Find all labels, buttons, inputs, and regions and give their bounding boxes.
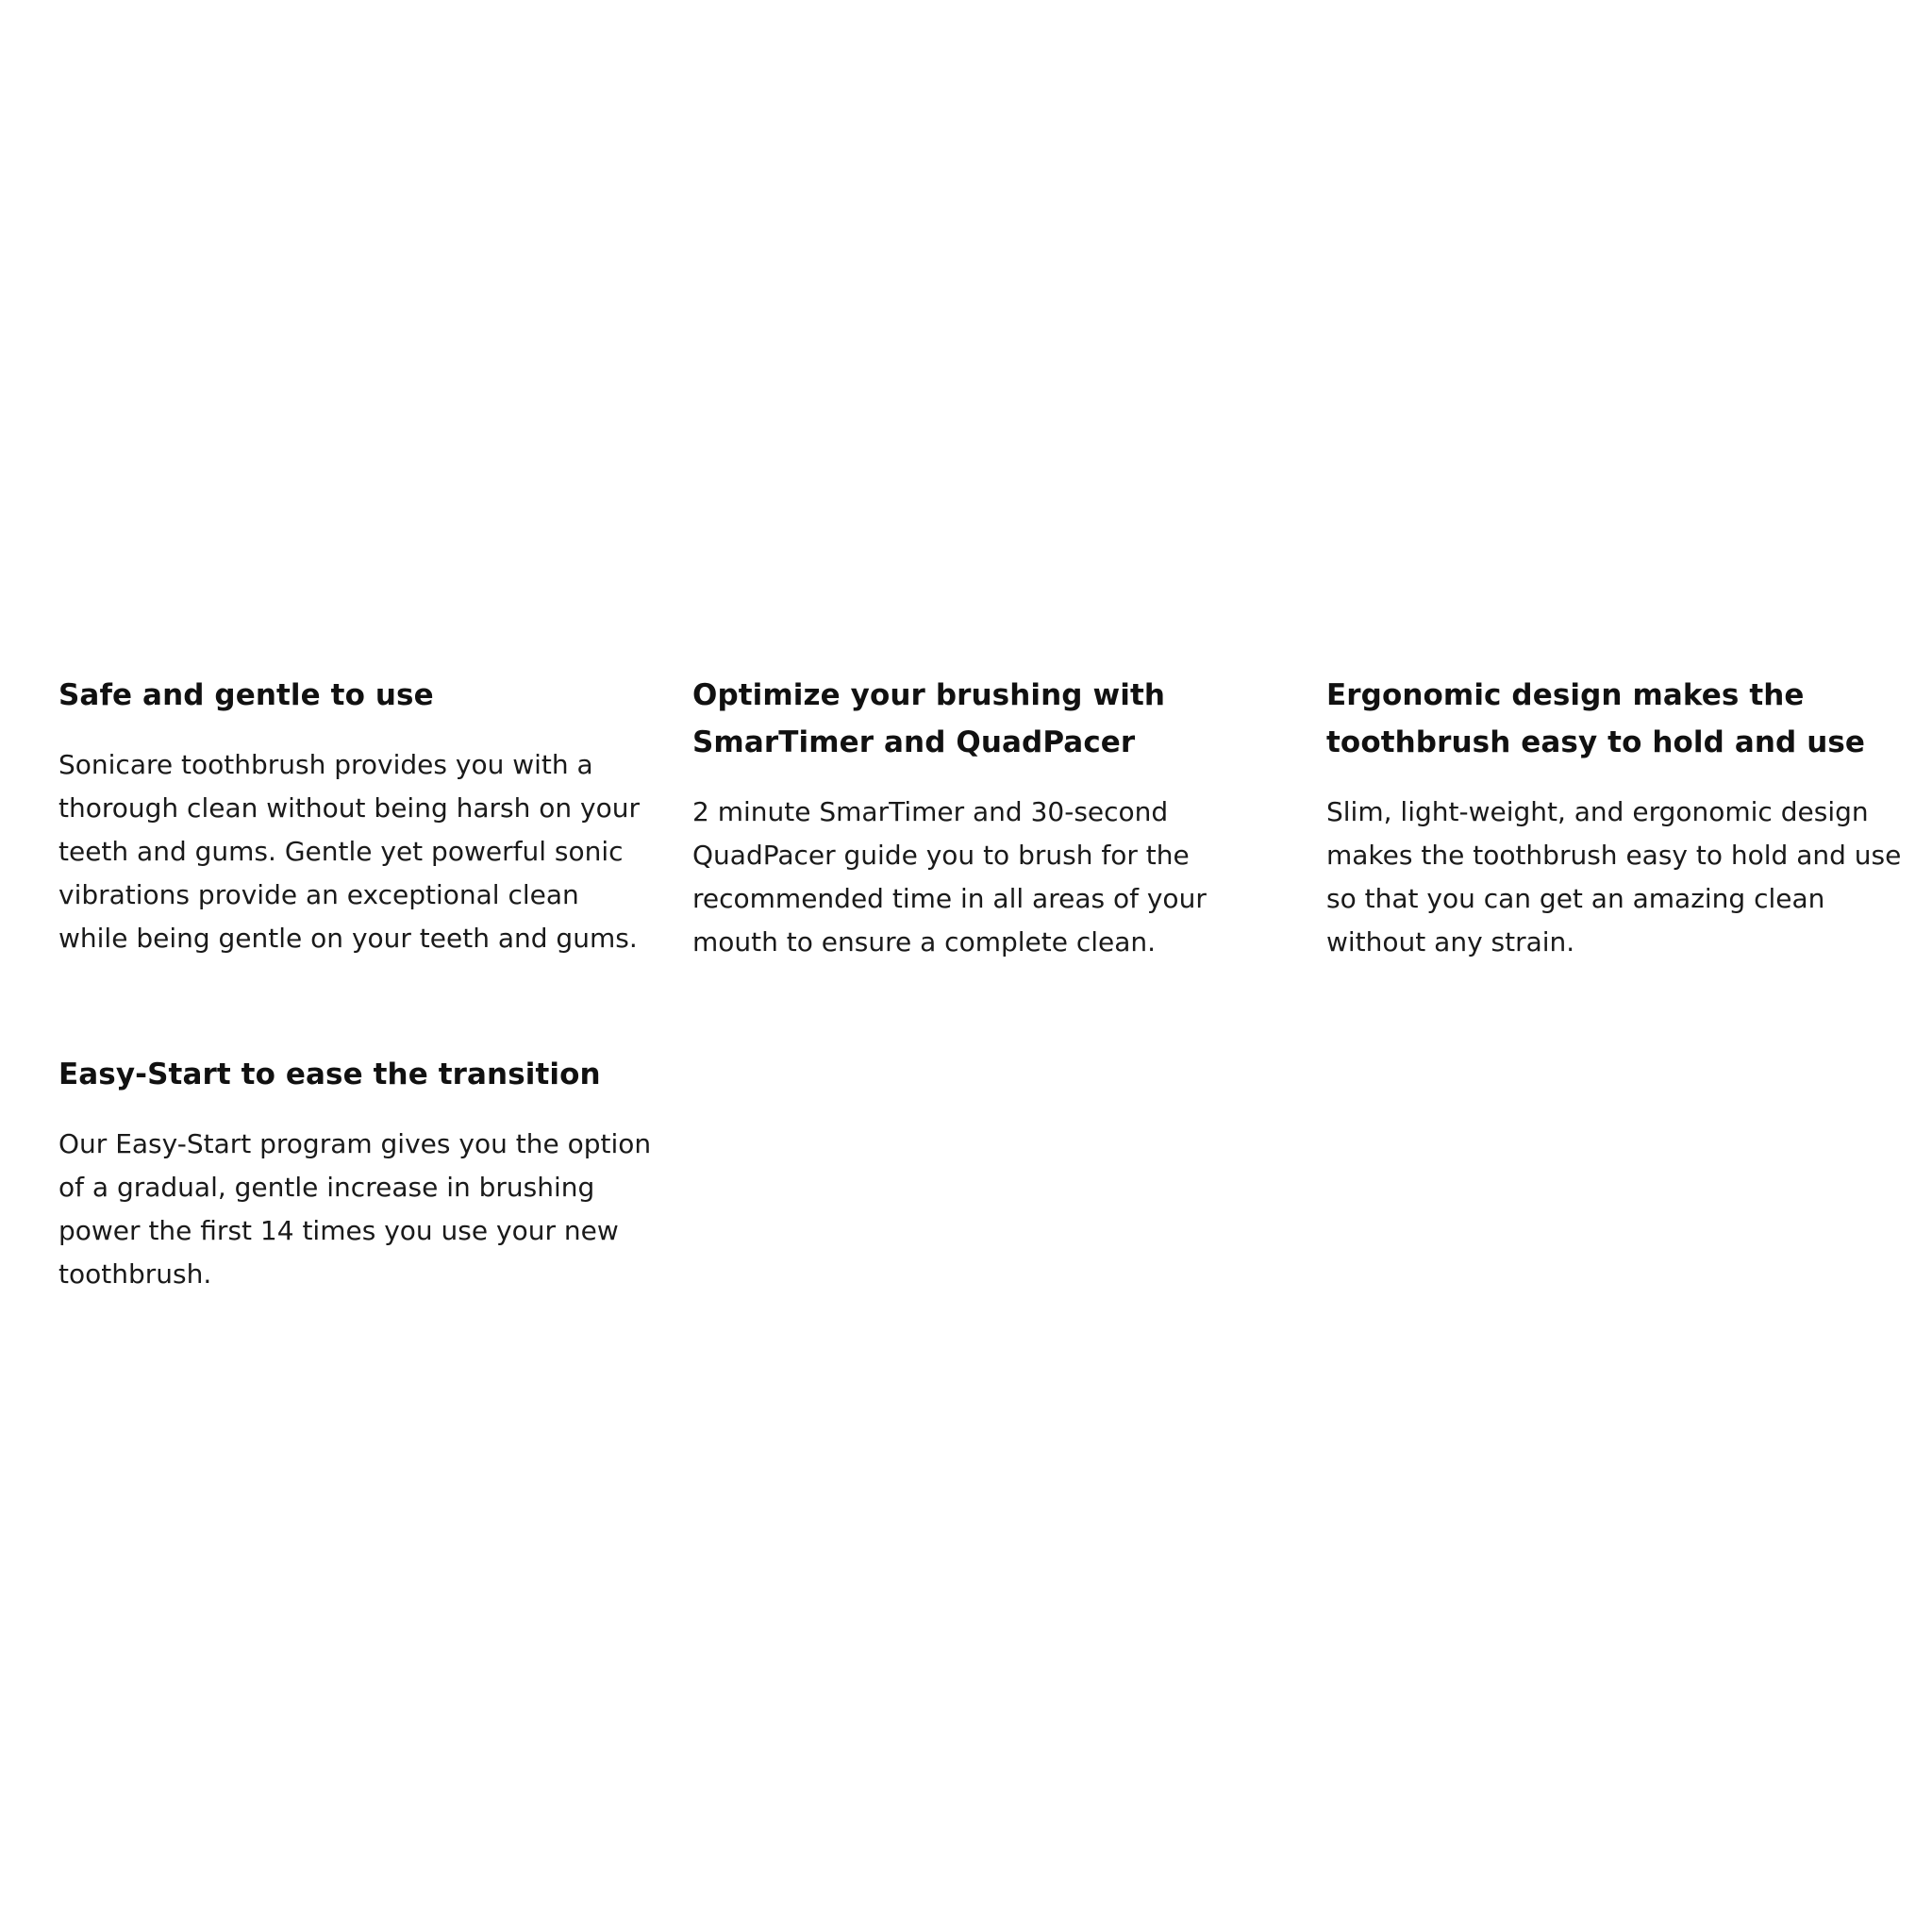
feature-smartimer-quadpacer <box>692 672 1287 964</box>
feature-title: Ergonomic design makes the toothbrush easy to hold and use <box>1326 678 1866 759</box>
feature-title: Easy-Start to ease the transition <box>58 1058 601 1091</box>
feature-description: 2 minute SmarTimer and 30-second QuadPacer guide you to brush for the recommended time in all areas of your mouth to ensure a complete clean. <box>692 796 1207 958</box>
feature-ergonomic-design <box>1326 672 1921 964</box>
feature-title: Optimize your brushing with SmarTimer and QuadPacer <box>692 678 1166 759</box>
feature-description: Sonicare toothbrush provides you with a thorough clean without being harsh on your teeth and gums. Gentle yet powerful sonic vibrations provide an exceptional clean while being gentle on your teeth and gums. <box>58 749 640 954</box>
feature-easy-start <box>58 1051 653 1296</box>
feature-safe-gentle <box>58 672 653 964</box>
feature-title: Safe and gentle to use <box>58 678 434 712</box>
feature-description: Our Easy-Start program gives you the option of a gradual, gentle increase in brushing power the first 14 times you use your new toothbrush. <box>58 1128 652 1290</box>
feature-description: Slim, light-weight, and ergonomic design makes the toothbrush easy to hold and use so that you can get an amazing clean without any strain. <box>1326 796 1902 958</box>
feature-grid <box>58 672 1907 1296</box>
